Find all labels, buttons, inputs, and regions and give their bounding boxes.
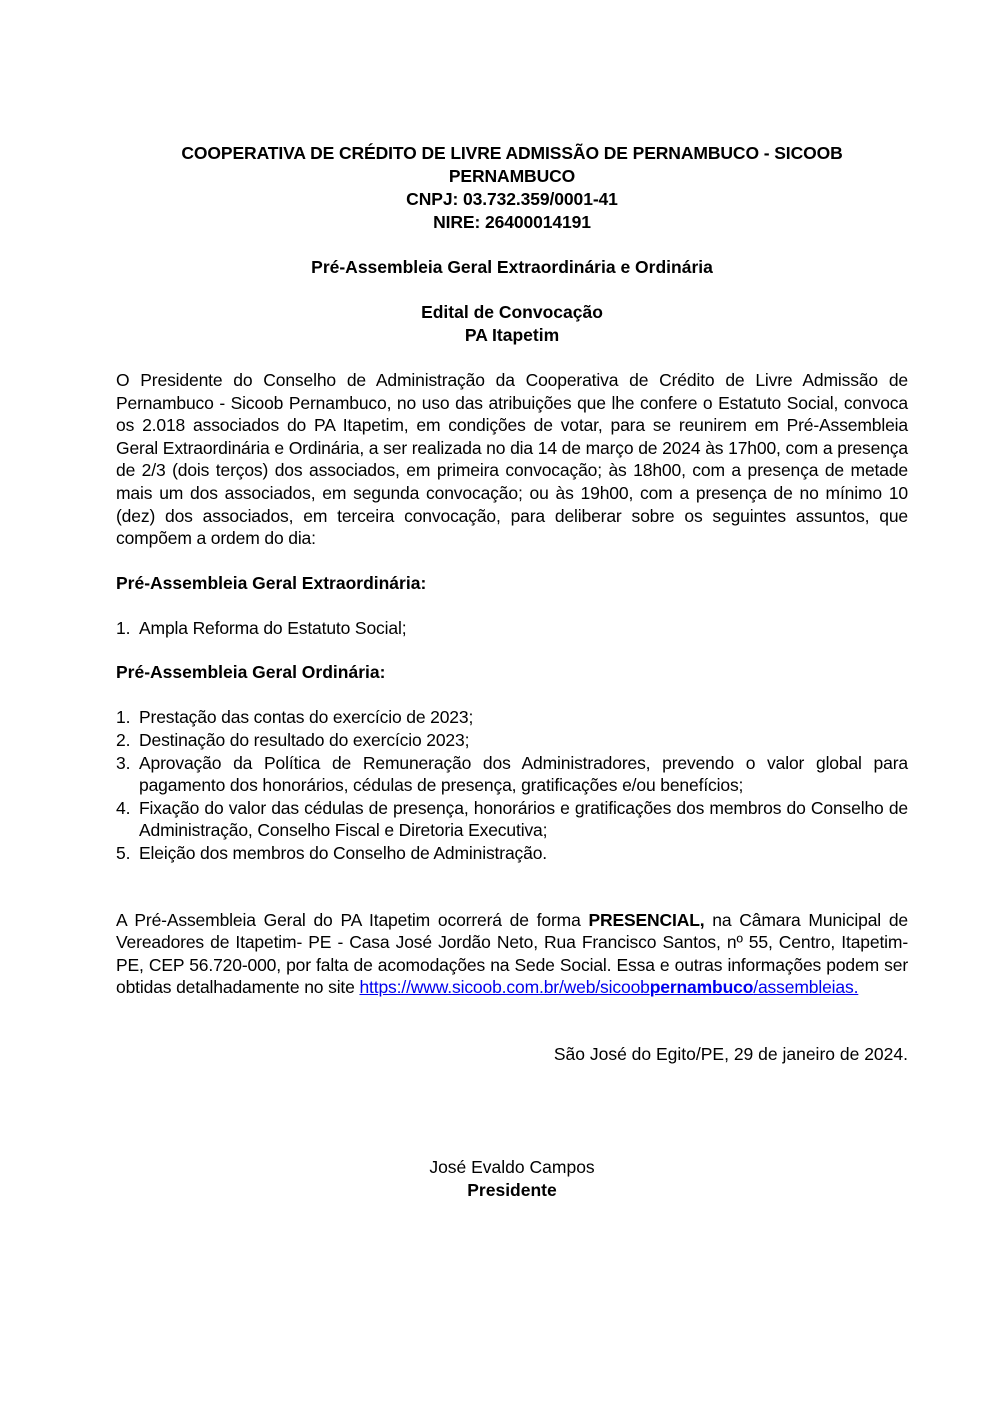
notice-title: Edital de Convocação <box>421 302 603 322</box>
document-page <box>116 142 908 1202</box>
date-line: São José do Egito/PE, 29 de janeiro de 2024. <box>553 1043 908 1064</box>
signatory-role: Presidente <box>467 1179 557 1200</box>
ordinary-heading: Pré-Assembleia Geral Ordinária: <box>116 662 386 683</box>
location-text-part-1: A Pré-Assembleia Geral do PA Itapetim ocorrerá de forma <box>116 909 589 930</box>
agenda-item-text: Prestação das contas do exercício de 2023; <box>139 707 474 728</box>
meeting-title: Pré-Assembleia Geral Extraordinária e Ordinária <box>311 257 713 277</box>
intro-paragraph: O Presidente do Conselho de Administração da Cooperativa de Crédito de Livre Admissão de Pernambuco - Sicoob Pernambuco, no uso das atribuições que lhe confere o Estatuto Social, convoca os 2.018 associados do PA Itapetim, em condições de votar, para se reunirem em Pré-Assembleia Geral Extraordinária e Ordinária, a ser realizada no dia 14 de março de 2024 às 17h00, com a presença de 2/3 (dois terços) dos associados, em primeira convocação; às 18h00, com a presença de metade mais um dos associados, em segunda convocação; ou às 19h00, com a presença de no mínimo 10 (dez) dos associados, em terceira convocação, para deliberar sobre os seguintes assuntos, que compõem a ordem do dia: <box>116 370 908 549</box>
link-suffix: /assembleias. <box>753 977 859 998</box>
ordinary-agenda-list <box>116 706 908 864</box>
agenda-item <box>116 752 908 797</box>
agenda-item-text: Destinação do resultado do exercício 2023; <box>139 729 470 750</box>
agenda-item-number: 5. <box>116 842 131 863</box>
cnpj: CNPJ: 03.732.359/0001-41 <box>406 189 618 209</box>
agenda-item-text: Ampla Reforma do Estatuto Social; <box>139 617 407 638</box>
agenda-item <box>116 797 908 842</box>
nire: NIRE: 26400014191 <box>433 212 591 232</box>
link-prefix: https://www.sicoob.com.br/web/sicoob <box>359 977 650 998</box>
agenda-item-text: Eleição dos membros do Conselho de Administração. <box>139 842 548 863</box>
location-paragraph <box>116 909 908 999</box>
agenda-item <box>116 706 908 729</box>
agenda-item-number: 3. <box>116 752 131 773</box>
link-bold-part: pernambuco <box>649 977 754 998</box>
agenda-item <box>116 617 908 640</box>
agenda-item <box>116 729 908 752</box>
extraordinary-agenda-list <box>116 617 908 640</box>
location-text-part-2: na Câmara Municipal de Vereadores de Itapetim- PE - Casa José Jordão Neto, Rua Francisco Santos, nº 55, Centro, Itapetim-PE, CEP 56.720-000, por falta de acomodações na Sede Social. Essa e outras informações podem ser obtidas detalhadamente no site <box>116 909 908 998</box>
extraordinary-heading: Pré-Assembleia Geral Extraordinária: <box>116 572 427 593</box>
org-name-line-2: PERNAMBUCO <box>448 166 576 186</box>
agenda-item-number: 1. <box>116 707 131 728</box>
signatory-name: José Evaldo Campos <box>429 1156 595 1177</box>
signature-block <box>116 1156 908 1202</box>
presencial-emphasis: PRESENCIAL, <box>588 909 705 930</box>
assembleias-link[interactable] <box>359 977 858 997</box>
agenda-item-text: Aprovação da Política de Remuneração dos Administradores, prevendo o valor global para pagamento dos honorários, cédulas de presença, gratificações e/ou benefícios; <box>139 752 908 796</box>
agenda-item <box>116 842 908 865</box>
org-name-line-1: COOPERATIVA DE CRÉDITO DE LIVRE ADMISSÃO DE PERNAMBUCO - SICOOB <box>181 143 843 163</box>
notice-subtitle: PA Itapetim <box>464 325 560 345</box>
document-header <box>116 142 908 234</box>
agenda-item-number: 4. <box>116 797 131 818</box>
agenda-item-number: 2. <box>116 729 131 750</box>
agenda-item-number: 1. <box>116 617 131 638</box>
agenda-item-text: Fixação do valor das cédulas de presença, honorários e gratificações dos membros do Conselho de Administração, Conselho Fiscal e Diretoria Executiva; <box>139 797 908 841</box>
